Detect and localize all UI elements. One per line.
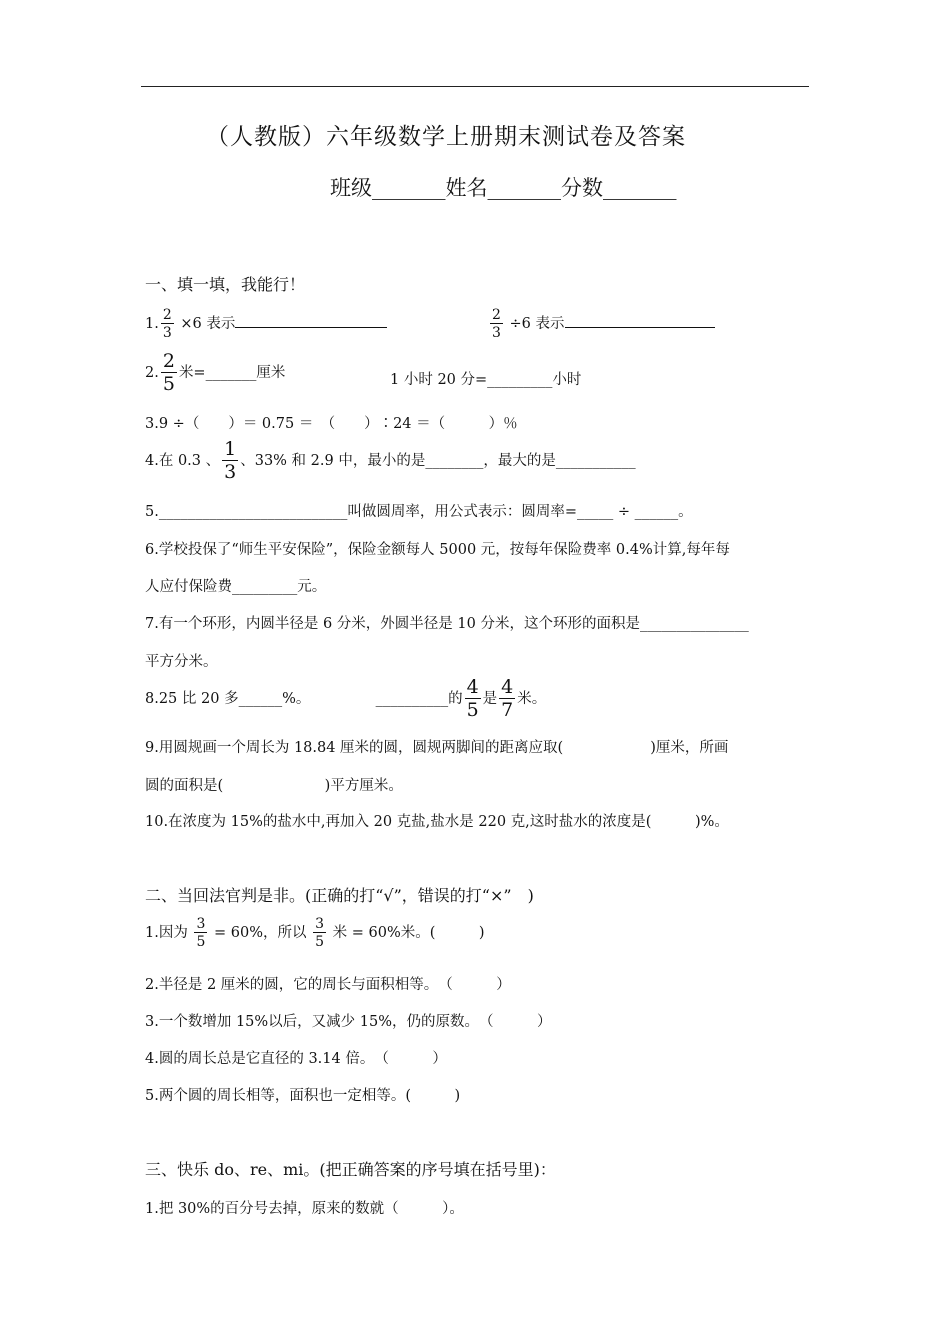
q8-percent-blank[interactable]: ______ bbox=[238, 691, 283, 707]
q4-pre: 4.在 0.3 、 bbox=[145, 453, 221, 469]
s2-question-1 bbox=[145, 917, 485, 949]
q2a-blank[interactable]: _______ bbox=[205, 365, 257, 381]
s2-question-2: 2.半径是 2 厘米的圆，它的周长与面积相等。 （ ） bbox=[145, 977, 511, 993]
s1-question-8 bbox=[145, 678, 546, 720]
q1b-text: ÷6 表示 bbox=[509, 316, 565, 332]
q4-mid2: ，最大的是 bbox=[483, 453, 556, 469]
q5-divide: ÷ bbox=[617, 504, 631, 520]
q1a-answer-blank[interactable] bbox=[235, 313, 387, 328]
fraction-2-5: $\frac{2}{5}$ bbox=[162, 350, 175, 395]
name-blank[interactable]: _______ bbox=[487, 176, 561, 200]
s1-question-9-line2: 圆的面积是( )平方厘米。 bbox=[145, 778, 403, 794]
s1-question-7-line2: 平方分米。 bbox=[145, 654, 218, 670]
q1-number: 1. bbox=[145, 316, 159, 332]
q5-definition-blank[interactable]: __________________________ bbox=[158, 504, 348, 520]
s1-question-6-line1: 6.学校投保了“师生平安保险”，保险金额每人 5000 元，按每年保险费率 0.4%计算,每年每 bbox=[145, 542, 730, 558]
q1a-text: ×6 表示 bbox=[180, 316, 236, 332]
s1-question-7-line1 bbox=[145, 612, 749, 633]
s1-question-10: 10.在浓度为 15%的盐水中,再加入 20 克盐,盐水是 220 克,这时盐水的浓度是( )%。 bbox=[145, 814, 729, 830]
q4-min-blank[interactable]: ________ bbox=[425, 453, 484, 469]
q8-value-blank[interactable]: __________ bbox=[375, 691, 449, 707]
section1-heading: 一、填一填，我能行！ bbox=[145, 275, 306, 294]
q5-number: 5. bbox=[145, 504, 159, 520]
q2b-unit: 小时 bbox=[552, 372, 582, 388]
s1-question-1b bbox=[488, 308, 715, 340]
q8-text-a: 8.25 比 20 多 bbox=[145, 691, 239, 707]
q2-number: 2. bbox=[145, 365, 159, 381]
s1-question-5 bbox=[145, 500, 693, 521]
q6-blank[interactable]: _________ bbox=[232, 579, 298, 595]
q5-end: 。 bbox=[678, 504, 693, 520]
q2b-text: 1 小时 20 分= bbox=[390, 372, 488, 388]
s1-question-2a bbox=[145, 352, 285, 394]
q7-blank[interactable]: _______________ bbox=[639, 616, 749, 632]
s2-question-5: 5.两个圆的周长相等，面积也一定相等。( ) bbox=[145, 1088, 461, 1104]
header-rule bbox=[141, 86, 809, 87]
fraction-2-3: $\frac{2}{3}$ bbox=[492, 307, 501, 341]
class-blank[interactable]: _______ bbox=[372, 176, 446, 200]
q8-text-b: %。 bbox=[282, 691, 311, 707]
q2a-unit: 厘米 bbox=[256, 365, 286, 381]
q4-mid: 、33% 和 2.9 中，最小的是 bbox=[240, 453, 426, 469]
q5-denominator-blank[interactable]: ______ bbox=[634, 504, 679, 520]
q5-numerator-blank[interactable]: _____ bbox=[577, 504, 614, 520]
s1-question-4 bbox=[145, 440, 636, 482]
s1-question-1a bbox=[145, 308, 387, 340]
fraction-3-5: $\frac{3}{5}$ bbox=[196, 916, 206, 950]
q6-text: 人应付保险费 bbox=[145, 579, 232, 595]
s2q1-text-c: 米 = 60%米。( ) bbox=[332, 925, 485, 941]
page-title: （人教版）六年级数学上册期末测试卷及答案 bbox=[206, 124, 686, 150]
q4-max-blank[interactable]: ___________ bbox=[555, 453, 636, 469]
fraction-2-3: $\frac{2}{3}$ bbox=[162, 307, 172, 341]
q8-text-e: 米。 bbox=[517, 691, 547, 707]
s2-question-3: 3.一个数增加 15%以后，又减少 15%，仍的原数。 （ ） bbox=[145, 1014, 552, 1030]
s3-question-1: 1.把 30%的百分号去掉，原来的数就（ ）。 bbox=[145, 1201, 464, 1217]
s1-question-9-line1: 9.用圆规画一个周长为 18.84 厘米的圆，圆规两脚间的距离应取( )厘米，所画 bbox=[145, 740, 729, 756]
q5-mid: 叫做圆周率，用公式表示：圆周率= bbox=[347, 504, 577, 520]
q1b-answer-blank[interactable] bbox=[565, 313, 715, 328]
section2-heading: 二、当回法官判是非。(正确的打“√”，错误的打“×” ) bbox=[145, 886, 534, 905]
q8-text-d: 是 bbox=[482, 691, 498, 707]
q7-text: 7.有一个环形，内圆半径是 6 分米，外圆半径是 10 分米，这个环形的面积是 bbox=[145, 616, 640, 632]
fraction-4-7: $\frac{4}{7}$ bbox=[501, 676, 514, 721]
name-label: 姓名 bbox=[445, 176, 488, 200]
class-label: 班级 bbox=[330, 176, 372, 200]
s2q1-text-a: 1.因为 bbox=[145, 925, 188, 941]
score-label: 分数 bbox=[561, 176, 603, 200]
s1-question-3: 3.9 ÷（ ）＝ 0.75 ＝ （ ）∶24 ＝（ ）％ bbox=[145, 416, 518, 432]
q2a-text: 米= bbox=[178, 365, 206, 381]
fraction-1-3: $\frac{1}{3}$ bbox=[224, 438, 237, 483]
fraction-4-5: $\frac{4}{5}$ bbox=[466, 676, 479, 721]
s1-question-2b bbox=[390, 368, 581, 389]
q6-unit: 元。 bbox=[297, 579, 327, 595]
q8-text-c: 的 bbox=[448, 691, 463, 707]
section3-heading: 三、快乐 do、re、mi。(把正确答案的序号填在括号里)： bbox=[145, 1160, 556, 1179]
score-blank[interactable]: _______ bbox=[603, 176, 677, 200]
q2b-blank[interactable]: _________ bbox=[487, 372, 553, 388]
s2q1-text-b: = 60%，所以 bbox=[213, 925, 307, 941]
s2-question-4: 4.圆的周长总是它直径的 3.14 倍。 （ ） bbox=[145, 1051, 447, 1067]
s1-question-6-line2 bbox=[145, 575, 326, 596]
student-info-line bbox=[330, 172, 677, 202]
fraction-3-5: $\frac{3}{5}$ bbox=[315, 916, 325, 950]
